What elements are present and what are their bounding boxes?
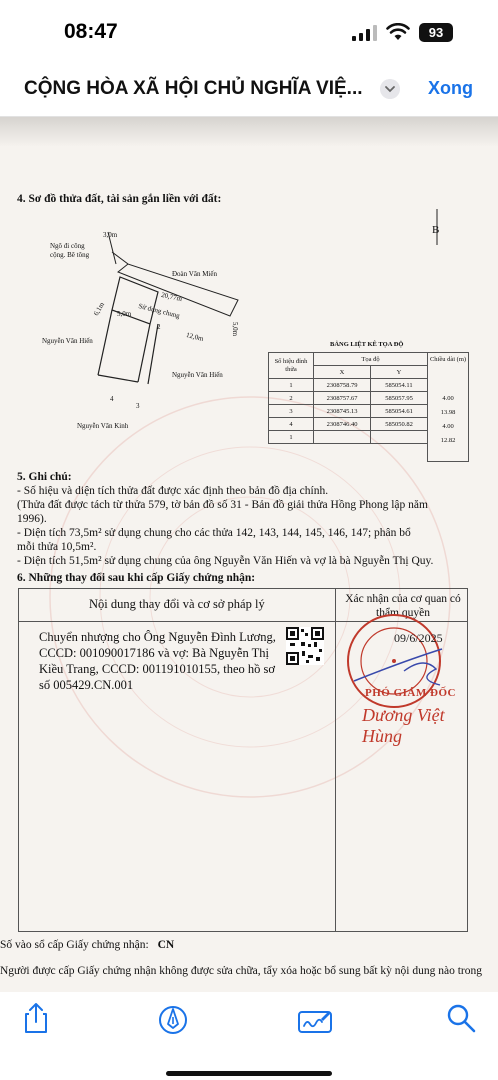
changes-head-left: Nội dung thay đổi và cơ sở pháp lý — [89, 597, 265, 611]
table-divider — [335, 589, 336, 931]
register-number-label: Số vào sổ cấp Giấy chứng nhận: CN — [0, 939, 175, 951]
register-code: CN — [157, 939, 175, 951]
table-row: 2 2308757.67 585057.95 — [269, 392, 428, 405]
neighbor-left-label: Nguyễn Văn Hiến — [42, 337, 93, 345]
dim-left-label: 5,0m — [117, 310, 132, 318]
note-line: - Số hiệu và diện tích thửa đất được xác định theo bản đồ địa chính. — [17, 485, 329, 497]
document-title[interactable]: CỘNG HÒA XÃ HỘI CHỦ NGHĨA VIỆ... — [24, 78, 363, 99]
markup-pen-icon[interactable] — [155, 1000, 191, 1036]
status-time: 08:47 — [64, 20, 118, 43]
note-line: - Diện tích 73,5m² sử dụng chung cho các thửa 142, 143, 144, 145, 146, 147; phân bổ — [17, 527, 411, 539]
point-2-label: 2 — [157, 323, 161, 331]
changes-table — [18, 588, 468, 932]
cellular-signal-icon — [352, 25, 378, 41]
note-line: mỗi thửa 10,5m². — [17, 541, 97, 553]
qr-code-icon — [286, 627, 324, 665]
signature-icon[interactable] — [297, 1000, 333, 1036]
coord-head-point: Số hiệu đỉnh thửa — [269, 353, 314, 379]
coord-head-x: X — [314, 366, 371, 379]
distance-column: Chiều dài (m) 4.00 13.98 4.00 12.82 — [427, 352, 469, 462]
section-6-title: 6. Những thay đổi sau khi cấp Giấy chứng nhận: — [17, 572, 256, 584]
note-line: 1996). — [17, 513, 47, 525]
footer-warning: Người được cấp Giấy chứng nhận không được sửa chữa, tẩy xóa hoặc bổ sung bất kỳ nội dung nào trong — [0, 965, 482, 977]
section-5-title: 5. Ghi chú: — [17, 471, 72, 483]
neighbor-right-label: Nguyễn Văn Hiến — [172, 371, 223, 379]
search-icon[interactable] — [443, 1000, 479, 1036]
lane-label: Ngõ đi công cộng. Bê tông — [50, 242, 90, 259]
point-3-label: 3 — [136, 402, 140, 410]
nav-bar — [0, 62, 498, 117]
dist-head: Chiều dài (m) — [429, 356, 467, 363]
point-4-label: 4 — [110, 395, 114, 403]
changes-head-right: Xác nhận của cơ quan có thẩm quyền — [345, 593, 461, 619]
table-row: 1 — [269, 431, 428, 444]
dim-bottom-label: 12,0m — [185, 330, 205, 344]
home-indicator[interactable] — [166, 1071, 332, 1076]
section-4-title: 4. Sơ đồ thửa đất, tài sản gắn liền với đất: — [17, 193, 222, 205]
north-arrow-icon — [432, 207, 442, 247]
dim-right-label: 5,0m — [231, 321, 240, 337]
table-row: 4 2308746.40 585050.82 — [269, 418, 428, 431]
table-row: 3 2308745.13 585054.61 — [269, 405, 428, 418]
battery-indicator: 93 — [419, 23, 453, 42]
document-page — [0, 117, 498, 992]
north-arrow-label: B — [432, 224, 440, 236]
dim-small-label: 6,1m — [92, 300, 107, 318]
chevron-down-icon[interactable] — [380, 79, 400, 99]
lane-width-label: 3,0m — [103, 231, 118, 239]
coord-table — [268, 352, 428, 444]
neighbor-top-label: Đoàn Văn Miến — [172, 270, 217, 278]
signature-date: 09/6/2025 — [394, 631, 443, 645]
dim-top-label: 20,77m — [160, 290, 183, 304]
status-bar — [0, 0, 498, 62]
note-line: - Diện tích 51,5m² sử dụng chung của ông Nguyễn Văn Hiến và vợ là bà Nguyễn Thị Quy. — [17, 555, 434, 567]
table-row: 1 2308758.79 585054.11 — [269, 379, 428, 392]
signer-title: PHÓ GIÁM ĐỐC — [365, 687, 456, 699]
shared-use-label: Sử dụng chung — [137, 302, 181, 320]
bottom-toolbar — [0, 992, 498, 1080]
note-line: (Thửa đất được tách từ thửa 579, tờ bản đồ số 31 - Bản đồ giải thửa Hồng Phong lập năm — [17, 499, 428, 511]
neighbor-bottom-label: Nguyễn Văn Kinh — [77, 422, 129, 430]
share-icon[interactable] — [18, 1000, 54, 1036]
done-button[interactable]: Xong — [428, 78, 473, 98]
coord-table-title: BẢNG LIỆT KÊ TỌA ĐỘ — [330, 341, 404, 348]
signer-name: Dương Việt Hùng — [362, 705, 445, 746]
changes-content: Chuyển nhượng cho Ông Nguyễn Đình Lương, CCCD: 001090017186 và vợ: Bà Nguyễn Thị Kiều Trang, CCCD: 001191010155, theo hồ sơ số 005429.CN.001 — [39, 630, 276, 692]
wifi-icon — [386, 23, 410, 41]
coord-head-y: Y — [371, 366, 428, 379]
coord-head-coord: Tọa độ — [314, 353, 428, 366]
